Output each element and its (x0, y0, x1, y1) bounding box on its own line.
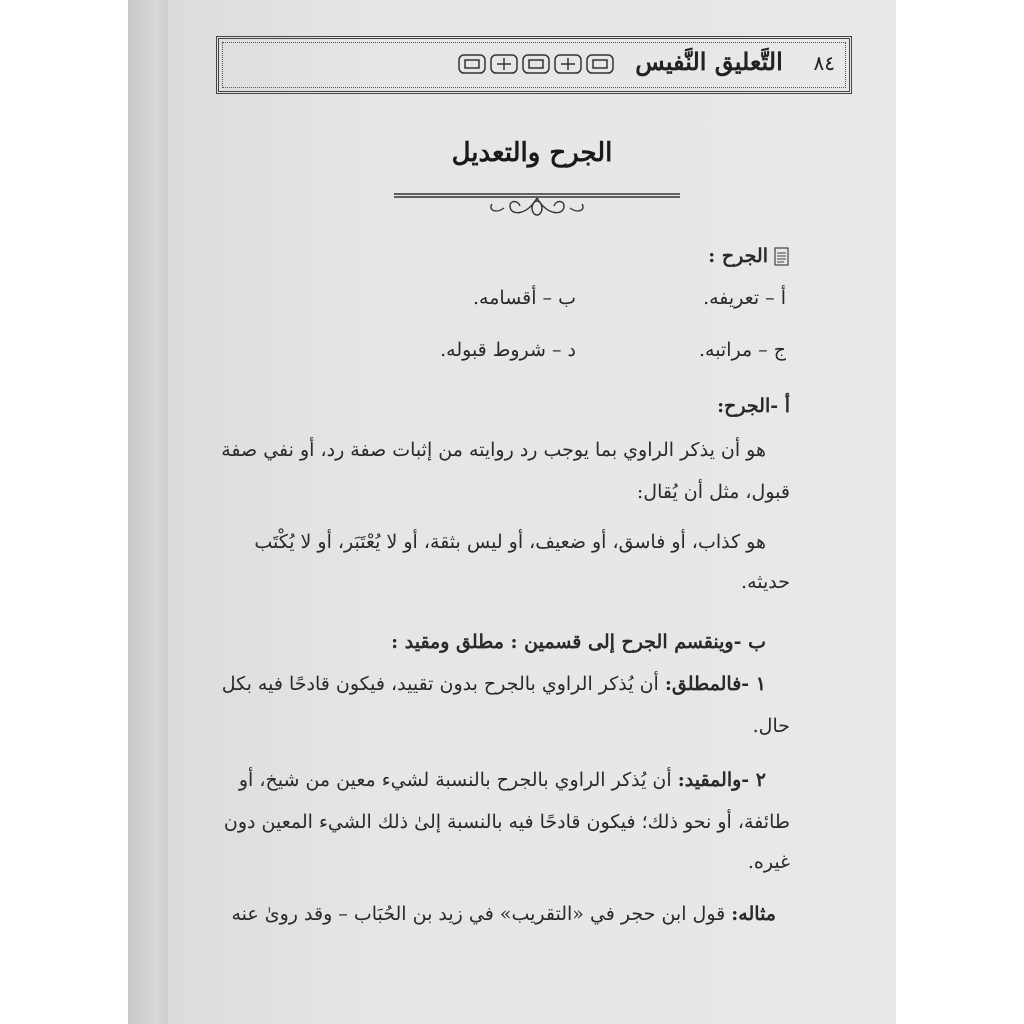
page-header (216, 36, 852, 94)
example-citation: قول ابن حجر في «التقريب» في زيد بن الحُبَاب – وقد روىٰ عنه (231, 903, 726, 925)
header-ornament-icon (457, 51, 617, 77)
list-item-b: ب – أقسامه. (473, 287, 576, 309)
list-item-d: د – شروط قبوله. (440, 339, 576, 361)
division-heading: ب -وينقسم الجرح إلى قسمين : مطلق ومقيد : (391, 631, 766, 653)
mutlaq-paragraph (206, 670, 766, 698)
muqayyad-text: طائفة، أو نحو ذلك؛ فيكون قادحًا فيه بالنسبة إلىٰ ذلك الشيء المعين دون (223, 811, 790, 833)
muqayyad-text: غيره. (747, 851, 790, 873)
example-text: حديثه. (741, 571, 790, 593)
list-item-c: ج – مراتبه. (698, 339, 786, 361)
muqayyad-text: أن يُذكر الراوي بالجرح بالنسبة لشيء معين من شيخ، أو (238, 769, 672, 791)
definition-text: هو أن يذكر الراوي بما يوجب رد روايته من إثبات صفة رد، أو نفي صفة (221, 439, 766, 461)
example-label: مثاله: (731, 903, 776, 925)
mutlaq-text: حال. (752, 715, 790, 737)
page-number: ٨٤ (813, 51, 835, 75)
book-page (168, 0, 896, 1024)
definition-text: قبول، مثل أن يُقال: (636, 481, 790, 503)
muqayyad-paragraph (206, 766, 766, 794)
left-page-edge (128, 0, 168, 1024)
divider-ornament-icon (392, 186, 682, 222)
jarh-heading: الجرح : (708, 245, 768, 267)
mutlaq-label: ١ -فالمطلق: (664, 673, 766, 695)
list-item-a: أ – تعريفه. (703, 287, 786, 309)
muqayyad-label: ٢ -والمقيد: (677, 769, 766, 791)
book-title: التَّعليق النَّفيس (635, 47, 783, 76)
section-title: الجرح والتعديل (451, 138, 613, 168)
example-text: هو كذاب، أو فاسق، أو ضعيف، أو ليس بثقة، أو لا يُعْتَبَر، أو لا يُكْتَب (254, 531, 766, 553)
mutlaq-text: أن يُذكر الراوي بالجرح بدون تقييد، فيكون قادحًا فيه بكل (221, 673, 659, 695)
document-icon (774, 247, 790, 267)
background-surround (896, 0, 1024, 1024)
definition-label: أ -الجرح: (717, 395, 790, 417)
example-paragraph (216, 900, 776, 928)
